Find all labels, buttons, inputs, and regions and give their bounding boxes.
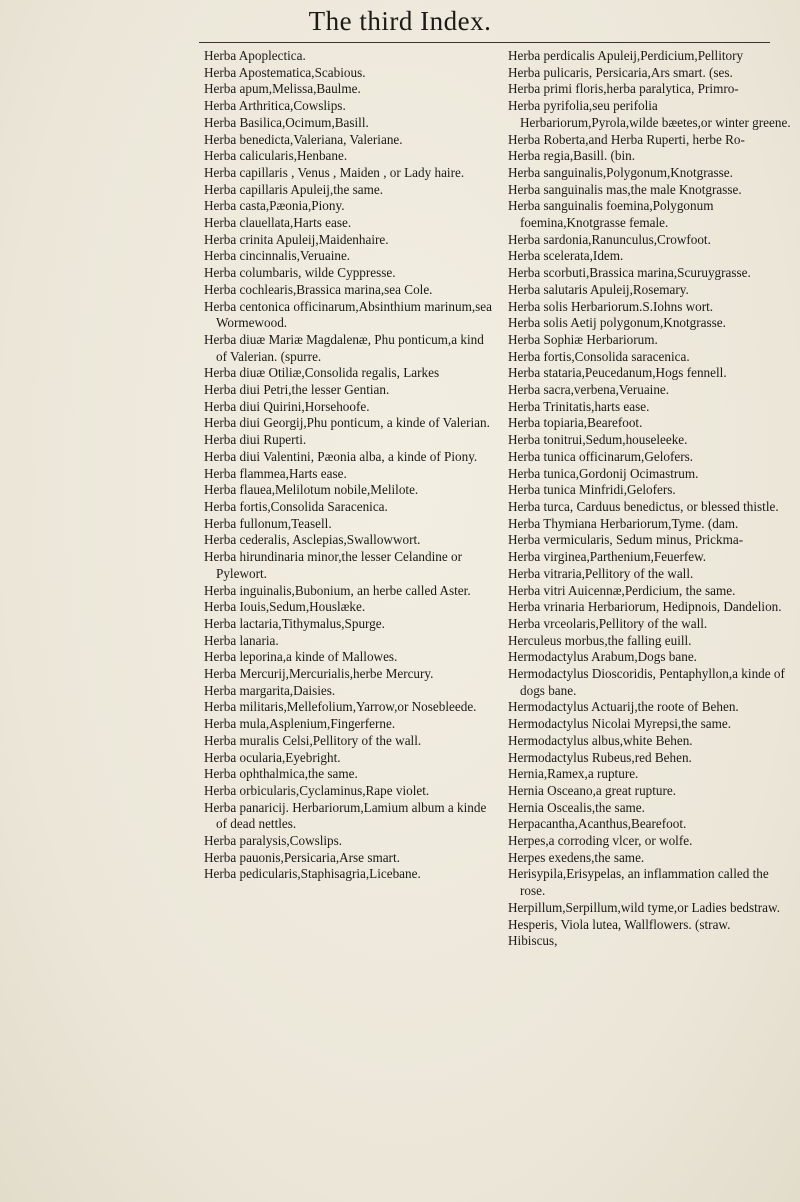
index-entry: Herisypila,Erisypelas, an inflammation called the rose. bbox=[508, 866, 769, 899]
index-entry: Herba tunica,Gordonij Ocimastrum. bbox=[508, 465, 699, 481]
index-entry: Herba pulicaris, Persicaria,Ars smart. (ses. bbox=[508, 64, 733, 80]
index-entry: Hermodactylus albus,white Behen. bbox=[508, 732, 693, 748]
index-entry: Herba militaris,Mellefolium,Yarrow,or Nosebleede. bbox=[204, 699, 477, 715]
index-entry: Herpes,a corroding vlcer, or wolfe. bbox=[508, 833, 693, 849]
index-entry: Herba benedicta,Valeriana, Valeriane. bbox=[204, 131, 403, 147]
index-entry: Herba turca, Carduus benedictus, or blessed thistle. bbox=[508, 498, 779, 514]
index-entry: Herpacantha,Acanthus,Bearefoot. bbox=[508, 816, 687, 832]
index-entry: Hermodactylus Rubeus,red Behen. bbox=[508, 749, 692, 765]
index-entry: Herba vitri Auicennæ,Perdicium, the same. bbox=[508, 582, 736, 598]
index-entry: Herba cochlearis,Brassica marina,sea Cole. bbox=[204, 281, 433, 297]
index-entry: Herba Sophiæ Herbariorum. bbox=[508, 331, 658, 347]
index-entry: Herba vitraria,Pellitory of the wall. bbox=[508, 565, 694, 581]
index-entry: Hesperis, Viola lutea, Wallflowers. (straw. bbox=[508, 916, 731, 932]
index-entry: Herba Basilica,Ocimum,Basill. bbox=[204, 114, 369, 130]
index-entry: Hernia Osceano,a great rupture. bbox=[508, 782, 677, 798]
left-index-column bbox=[204, 48, 496, 883]
index-entry: Herba lanaria. bbox=[204, 632, 279, 648]
index-entry: Herba fortis,Consolida saracenica. bbox=[508, 348, 690, 364]
index-entry: Hermodactylus Dioscoridis, Pentaphyllon,a kinde of dogs bane. bbox=[508, 666, 785, 698]
index-entry: Herba hirundinaria minor,the lesser Celandine or Pylewort. bbox=[204, 549, 463, 581]
index-entry: Herba pauonis,Persicaria,Arse smart. bbox=[204, 849, 400, 865]
index-entry: Herba sacra,verbena,Veruaine. bbox=[508, 382, 670, 398]
index-entry: Hermodactylus Actuarij,the roote of Behen. bbox=[508, 699, 739, 715]
index-entry: Herba panaricij. Herbariorum,Lamium album a kinde of dead nettles. bbox=[204, 799, 487, 832]
index-entry: Herba cincinnalis,Veruaine. bbox=[204, 248, 351, 264]
index-entry: Herba sanguinalis mas,the male Knotgrasse. bbox=[508, 181, 742, 197]
index-entry: Herba vermicularis, Sedum minus, Prickma- bbox=[508, 532, 744, 548]
index-entry: Herba regia,Basill. (bin. bbox=[508, 148, 636, 164]
index-entry: Herculeus morbus,the falling euill. bbox=[508, 632, 692, 648]
index-entry: Herba flauea,Melilotum nobile,Melilote. bbox=[204, 482, 419, 498]
index-entry: Herba leporina,a kinde of Mallowes. bbox=[204, 649, 398, 665]
index-entry: Herba diui Petri,the lesser Gentian. bbox=[204, 382, 390, 398]
index-entry: Herba casta,Pæonia,Piony. bbox=[204, 198, 345, 214]
index-entry: Herba sanguinalis,Polygonum,Knotgrasse. bbox=[508, 164, 733, 180]
index-entry: Herba diui Quirini,Horsehoofe. bbox=[204, 398, 370, 414]
index-entry: Herba vrceolaris,Pellitory of the wall. bbox=[508, 615, 708, 631]
index-entry: Herba tonitrui,Sedum,houseleeke. bbox=[508, 432, 688, 448]
index-entry: Herba solis Herbariorum.S.Iohns wort. bbox=[508, 298, 714, 314]
index-entry: Herba scorbuti,Brassica marina,Scuruygrasse. bbox=[508, 265, 751, 281]
index-entry: Herba sardonia,Ranunculus,Crowfoot. bbox=[508, 231, 711, 247]
index-entry: Herba stataria,Peucedanum,Hogs fennell. bbox=[508, 365, 727, 381]
index-entry: Herba clauellata,Harts ease. bbox=[204, 215, 352, 231]
index-entry: Herba solis Aetij polygonum,Knotgrasse. bbox=[508, 315, 726, 331]
index-entry: Herba Apoplectica. bbox=[204, 48, 306, 63]
index-entry: Herba primi floris,herba paralytica, Primro- bbox=[508, 81, 739, 97]
index-entry: Herba topiaria,Bearefoot. bbox=[508, 415, 643, 431]
index-entry: Herba Trinitatis,harts ease. bbox=[508, 398, 650, 414]
index-entry: Herba Roberta,and Herba Ruperti, herbe Ro- bbox=[508, 131, 745, 147]
index-entry: Herba Iouis,Sedum,Houslæke. bbox=[204, 599, 366, 615]
index-entry: Herba calicularis,Henbane. bbox=[204, 148, 348, 164]
index-entry: Herba salutaris Apuleij,Rosemary. bbox=[508, 281, 689, 297]
index-entry: Herba diuæ Mariæ Magdalenæ, Phu ponticum,a kind of Valerian. (spurre. bbox=[204, 331, 484, 364]
index-entry: Herba fortis,Consolida Saracenica. bbox=[204, 498, 388, 514]
index-entry: Hermodactylus Arabum,Dogs bane. bbox=[508, 649, 697, 665]
index-entry: Herba flammea,Harts ease. bbox=[204, 465, 347, 481]
index-entry: Herba lactaria,Tithymalus,Spurge. bbox=[204, 615, 385, 631]
title-rule bbox=[199, 42, 770, 43]
index-entry: Herba diui Georgij,Phu ponticum, a kinde of Valerian. bbox=[204, 415, 490, 431]
index-entry: Herpes exedens,the same. bbox=[508, 849, 645, 865]
index-entry: Herba centonica officinarum,Absinthium marinum,sea Wormewood. bbox=[204, 298, 492, 331]
index-entry: Herba Apostematica,Scabious. bbox=[204, 64, 366, 80]
index-entry: Herba mula,Asplenium,Fingerferne. bbox=[204, 716, 396, 732]
index-entry: Herba muralis Celsi,Pellitory of the wall. bbox=[204, 732, 422, 748]
index-entry: Herba capillaris Apuleij,the same. bbox=[204, 181, 384, 197]
index-entry: Herba scelerata,Idem. bbox=[508, 248, 624, 264]
index-entry: Herba vrinaria Herbariorum, Hedipnois, Dandelion. bbox=[508, 599, 782, 615]
index-entry: Herba tunica officinarum,Gelofers. bbox=[508, 448, 694, 464]
page-title: The third Index. bbox=[308, 6, 492, 36]
index-entry: Herpillum,Serpillum,wild tyme,or Ladies bedstraw. bbox=[508, 899, 780, 915]
index-entry: Herba Mercurij,Mercurialis,herbe Mercury. bbox=[204, 666, 434, 682]
index-entry: Herba inguinalis,Bubonium, an herbe called Aster. bbox=[204, 582, 471, 598]
index-entry: Herba ocularia,Eyebright. bbox=[204, 749, 341, 765]
index-entry: Herba capillaris , Venus , Maiden , or Lady haire. bbox=[204, 164, 465, 180]
index-entry: Herba Arthritica,Cowslips. bbox=[204, 98, 346, 114]
index-entry: Herba tunica Minfridi,Gelofers. bbox=[508, 482, 676, 498]
right-index-column bbox=[508, 48, 794, 950]
index-entry: Herba diuæ Otiliæ,Consolida regalis, Larkes bbox=[204, 365, 440, 381]
index-entry: Herba crinita Apuleij,Maidenhaire. bbox=[204, 231, 389, 247]
index-entry: Herba pyrifolia,seu perifolia Herbariorum,Pyrola,wilde bæetes,or winter greene. bbox=[508, 98, 791, 130]
index-entry: Herba virginea,Parthenium,Feuerfew. bbox=[508, 549, 707, 565]
index-entry: Herba orbicularis,Cyclaminus,Rape violet. bbox=[204, 782, 430, 798]
index-entry: Hermodactylus Nicolai Myrepsi,the same. bbox=[508, 716, 732, 732]
index-entry: Herba perdicalis Apuleij,Perdicium,Pellitory bbox=[508, 48, 744, 63]
index-entry: Herba fullonum,Teasell. bbox=[204, 515, 332, 531]
index-entry: Herba sanguinalis foemina,Polygonum foemina,Knotgrasse female. bbox=[508, 198, 714, 231]
index-entry: Herba Thymiana Herbariorum,Tyme. (dam. bbox=[508, 515, 739, 531]
index-entry: Hernia Oscealis,the same. bbox=[508, 799, 645, 815]
index-entry: Hibiscus, bbox=[508, 933, 558, 949]
index-entry: Herba ophthalmica,the same. bbox=[204, 766, 358, 782]
index-entry: Herba diui Valentini, Pæonia alba, a kinde of Piony. bbox=[204, 448, 478, 464]
index-entry: Herba cederalis, Asclepias,Swallowwort. bbox=[204, 532, 421, 548]
index-entry: Herba margarita,Daisies. bbox=[204, 682, 336, 698]
index-entry: Herba apum,Melissa,Baulme. bbox=[204, 81, 361, 97]
index-entry: Herba diui Ruperti. bbox=[204, 432, 307, 448]
index-entry: Herba paralysis,Cowslips. bbox=[204, 833, 343, 849]
index-entry: Herba columbaris, wilde Cyppresse. bbox=[204, 265, 396, 281]
index-entry: Herba pedicularis,Staphisagria,Licebane. bbox=[204, 866, 421, 882]
index-entry: Hernia,Ramex,a rupture. bbox=[508, 766, 639, 782]
